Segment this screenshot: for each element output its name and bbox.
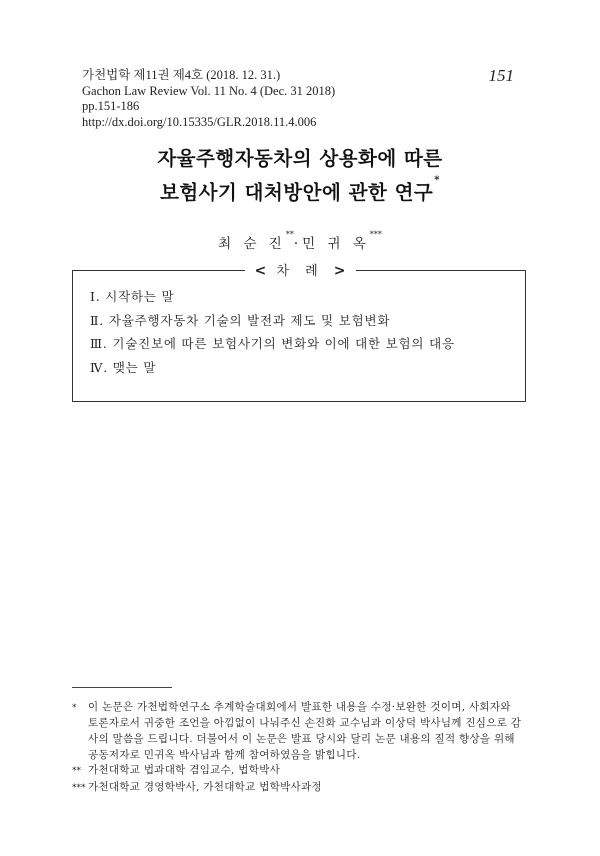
toc-item-3[interactable]: Ⅲ. 기술진보에 따른 보험사기의 변화와 이에 대한 보험의 대응: [90, 336, 455, 351]
footnote-3-mark: ***: [72, 783, 86, 793]
footnote-3: [72, 779, 528, 796]
title-footnote-mark[interactable]: *: [434, 175, 440, 186]
page-range: pp.151-186: [82, 99, 140, 113]
footnote-1-text: [88, 699, 528, 763]
author-1-mark[interactable]: **: [285, 230, 294, 239]
footnote-1-line: 토론자로서 귀중한 조언을 아낌없이 나눠주신 손진화 교수님과 이상덕 박사님께 진심으로 감: [88, 717, 522, 729]
journal-issue-ko: 가천법학 제11권 제4호 (2018. 12. 31.): [82, 68, 281, 82]
footnote-divider: [72, 687, 172, 688]
toc-heading: [0, 260, 600, 279]
toc-item-4[interactable]: Ⅳ. 맺는 말: [90, 359, 157, 375]
author-line: [0, 232, 600, 252]
footnote-1-line: 공동저자로 민귀옥 박사님과 함께 참여하였음을 밝힙니다.: [88, 749, 361, 761]
footnote-2-text: 가천대학교 법과대학 겸임교수, 법학박사: [88, 764, 281, 776]
footnote-1: [72, 699, 528, 763]
footnote-3-text: 가천대학교 경영학박사, 가천대학교 법학박사과정: [88, 781, 322, 793]
title-line-2: [0, 177, 600, 205]
author-1: 최 순 진: [218, 236, 286, 252]
footnote-2-mark: **: [72, 766, 81, 776]
chevron-left-icon: <: [254, 263, 267, 279]
journal-meta: [82, 68, 335, 130]
toc-item-1[interactable]: Ⅰ. 시작하는 말: [90, 289, 175, 304]
toc-item-2[interactable]: Ⅱ. 자율주행자동차 기술의 발전과 제도 및 보험변화: [90, 312, 391, 328]
chevron-right-icon: >: [333, 263, 346, 279]
author-2: 민 귀 옥: [302, 236, 370, 252]
title-line-1: 자율주행자동차의 상용화에 따른: [157, 147, 443, 170]
footnote-1-mark: *: [72, 703, 77, 713]
footnote-1-line: 사의 말씀을 드립니다. 더불어서 이 논문은 발표 당시와 달리 논문 내용의 질적 향상을 위해: [88, 733, 515, 745]
author-separator: ·: [293, 236, 303, 252]
footnote-1-line: 이 논문은 가천법학연구소 추계학술대회에서 발표한 내용을 수정·보완한 것이며, 사회자와: [88, 701, 511, 713]
title-line-2-text: 보험사기 대처방안에 관한 연구: [160, 181, 434, 204]
journal-issue-en: Gachon Law Review Vol. 11 No. 4 (Dec. 31 2018): [82, 83, 336, 98]
author-2-mark[interactable]: ***: [369, 230, 382, 239]
toc-list: [90, 288, 455, 382]
doi-link[interactable]: http://dx.doi.org/10.15335/GLR.2018.11.4.006: [82, 114, 317, 129]
footnote-2: [72, 762, 528, 779]
page-number: 151: [488, 66, 514, 85]
toc-heading-label: 차 례: [276, 264, 324, 279]
